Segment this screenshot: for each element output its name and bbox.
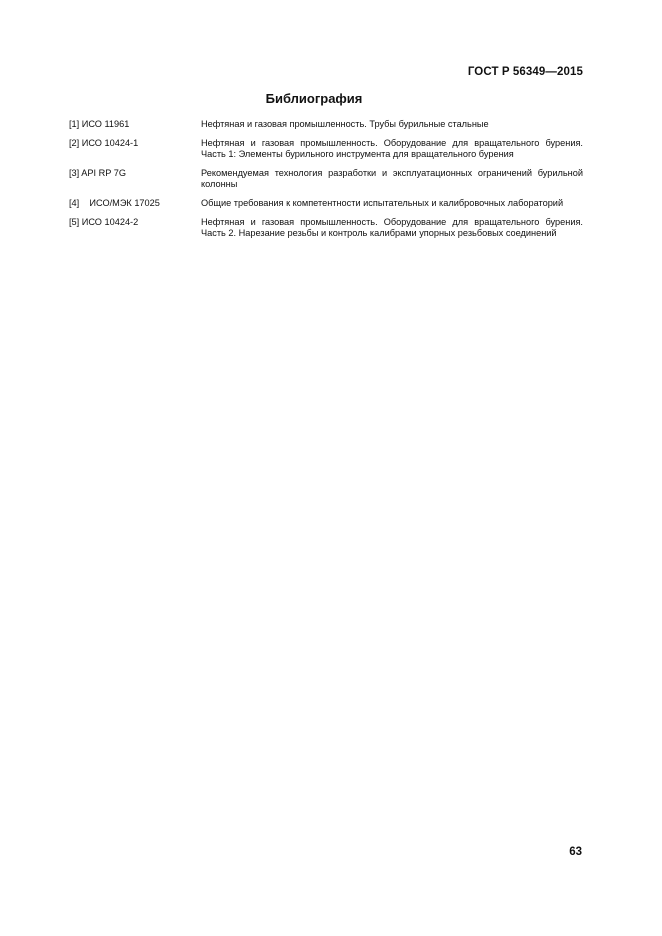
standard-designation: ГОСТ Р 56349—2015 bbox=[467, 66, 583, 78]
reference-id: [5] ИСО 10424-2 bbox=[69, 216, 139, 227]
reference-text: Нефтяная и газовая промышленность. Оборудование для вращательного бурения. Часть 1: Элементы бурильного инструмента для вращательного бурения bbox=[201, 137, 583, 160]
bibliography-list bbox=[69, 119, 583, 247]
page-title: Библиография bbox=[265, 91, 363, 106]
reference-id: [2] ИСО 10424-1 bbox=[69, 137, 139, 148]
reference-id: [3] API RP 7G bbox=[69, 167, 127, 178]
list-item bbox=[69, 198, 583, 210]
reference-text: Нефтяная и газовая промышленность. Трубы бурильные стальные bbox=[201, 119, 489, 129]
reference-text: Общие требования к компетентности испытательных и калибровочных лабораторий bbox=[201, 197, 564, 208]
list-item bbox=[69, 138, 583, 161]
list-item bbox=[69, 168, 583, 191]
page-number: 63 bbox=[569, 846, 582, 858]
reference-id: [4] ИСО/МЭК 17025 bbox=[69, 197, 160, 208]
reference-text: Нефтяная и газовая промышленность. Оборудование для вращательного бурения. Часть 2. Нарезание резьбы и контроль калибрами упорных резьбовых соединений bbox=[201, 216, 583, 239]
list-item bbox=[69, 119, 583, 131]
reference-id: [1] ИСО 11961 bbox=[69, 119, 130, 129]
list-item bbox=[69, 217, 583, 240]
reference-text: Рекомендуемая технология разработки и эксплуатационных ограничений бурильной колонны bbox=[201, 167, 583, 190]
